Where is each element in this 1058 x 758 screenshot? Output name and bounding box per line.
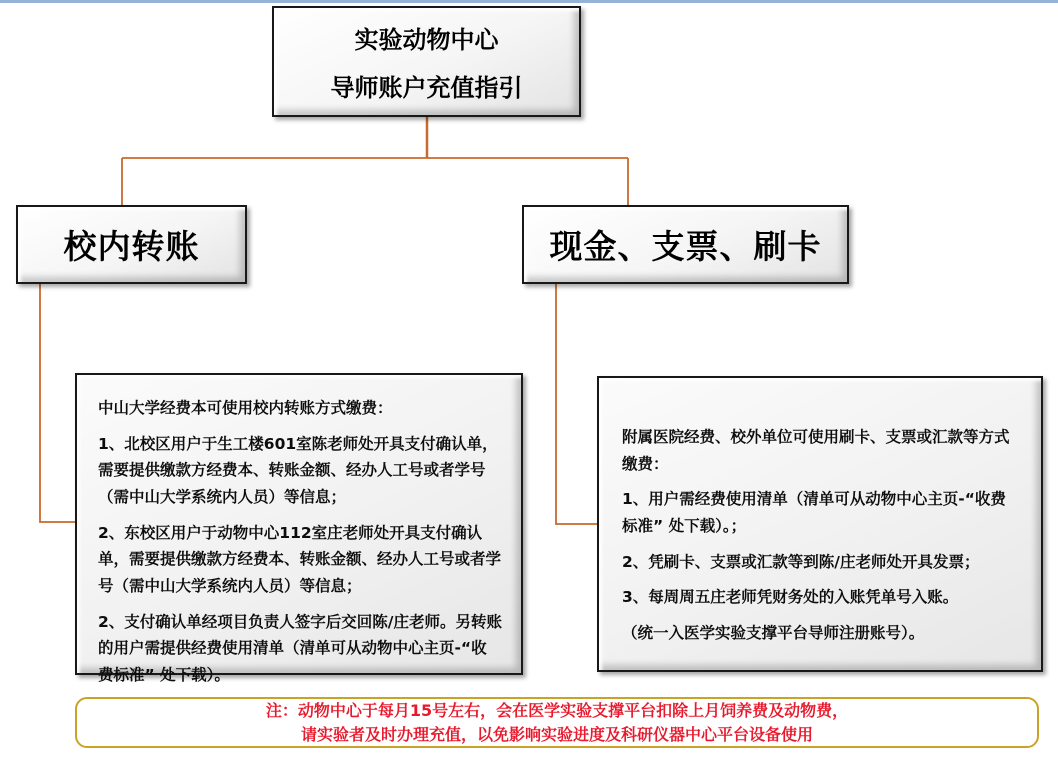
title-line1: 实验动物中心 (354, 26, 499, 54)
note-line1: 注：动物中心于每月15号左右，会在医学实验支撑平台扣除上月饲养费及动物费， (265, 701, 849, 721)
branch-box-cash-cheque-card (522, 205, 849, 284)
detail-paragraph: 2、支付确认单经项目负责人签字后交回陈/庄老师。另转账的用户需提供经费使用清单（清单可从动物中心主页-“收费标准” 处下载）。 (98, 612, 502, 684)
branch-box-campus-transfer (16, 205, 247, 284)
detail-paragraph: 3、每周周五庄老师凭财务处的入账凭单号入账。 (622, 588, 959, 607)
detail-paragraph: 1、用户需经费使用清单（清单可从动物中心主页-“收费标准” 处下载）。； (622, 490, 1006, 535)
detail-paragraph: 1、北校区用户于生工楼601室陈老师处开具支付确认单，需要提供缴款方经费本、转账金额、经办人工号或者学号（需中山大学系统内人员）等信息； (98, 434, 498, 506)
detail-paragraph: 2、东校区用户于动物中心112室庄老师处开具支付确认单，需要提供缴款方经费本、转账金额、经办人工号或者学号（需中山大学系统内人员）等信息； (98, 523, 502, 595)
detail-paragraph: 中山大学经费本可使用校内转账方式缴费： (98, 399, 393, 417)
detail-box-campus-transfer (75, 373, 523, 684)
detail-box-cash-cheque-card (597, 376, 1043, 672)
branch-label-cash-cheque-card: 现金、支票、刷卡 (549, 227, 822, 266)
detail-paragraph: 附属医院经费、校外单位可使用刷卡、支票或汇款等方式缴费： (622, 428, 1010, 473)
branch-label-campus-transfer: 校内转账 (63, 227, 200, 266)
top-border-line (0, 0, 1058, 3)
note-box (75, 697, 1039, 748)
title-line2: 导师账户充值指引 (330, 74, 523, 102)
title-box (272, 6, 581, 117)
detail-paragraph: （统一入医学实验支撑平台导师注册账号）。 (622, 623, 925, 642)
note-line2: 请实验者及时办理充值，以免影响实验进度及科研仪器中心平台设备使用 (300, 724, 813, 744)
detail-paragraph: 2、凭刷卡、支票或汇款等到陈/庄老师处开具发票； (622, 552, 980, 571)
